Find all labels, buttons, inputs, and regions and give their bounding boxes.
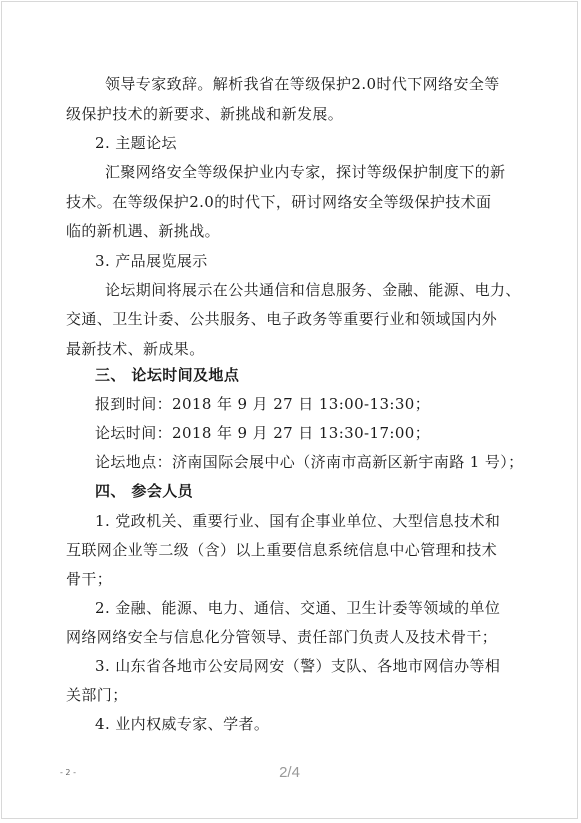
text-line: 技术。在等级保护2.0的时代下，研讨网络安全等级保护技术面 [66,193,492,211]
chapter-heading: 四、 参会人员 [95,482,194,500]
text-line: 骨干； [66,570,113,588]
text-line: 汇聚网络安全等级保护业内专家，探讨等级保护制度下的新 [105,163,506,181]
text-line: 互联网企业等二级（含）以上重要信息系统信息中心管理和技术 [66,541,498,559]
text-line: 关部门； [66,686,128,704]
text-line: 2. 金融、能源、电力、通信、交通、卫生计委等领域的单位 [95,599,501,617]
text-line: 临的新机遇、新挑战。 [66,222,221,240]
text-line: 交通、卫生计委、公共服务、电子政务等重要行业和领域国内外 [66,310,498,328]
text-line: 论坛地点：济南国际会展中心（济南市高新区新宇南路 1 号）； [95,453,524,471]
text-line: 4. 业内权威专家、学者。 [95,715,270,733]
text-line: 领导专家致辞。解析我省在等级保护2.0时代下网络安全等 [105,75,500,93]
text-line: 报到时间：2018 年 9 月 27 日 13:00-13:30； [95,395,431,413]
text-line: 网络网络安全与信息化分管领导、责任部门负责人及技术骨干； [66,628,498,646]
text-line: 论坛时间：2018 年 9 月 27 日 13:30-17:00； [95,424,431,442]
printed-page-number: - 2 - [60,768,76,777]
text-line: 1. 党政机关、重要行业、国有企事业单位、大型信息技术和 [95,512,501,530]
section-heading: 2. 主题论坛 [95,134,177,152]
document-page [1,1,578,819]
section-heading: 3. 产品展览展示 [95,252,208,270]
text-line: 3. 山东省各地市公安局网安（警）支队、各地市网信办等相 [95,657,501,675]
chapter-heading: 三、 论坛时间及地点 [95,366,240,384]
viewer-page-indicator: 2/4 [279,764,300,781]
text-line: 级保护技术的新要求、新挑战和新发展。 [66,105,344,123]
text-line: 最新技术、新成果。 [66,340,205,358]
text-line: 论坛期间将展示在公共通信和信息服务、金融、能源、电力、 [105,281,521,299]
